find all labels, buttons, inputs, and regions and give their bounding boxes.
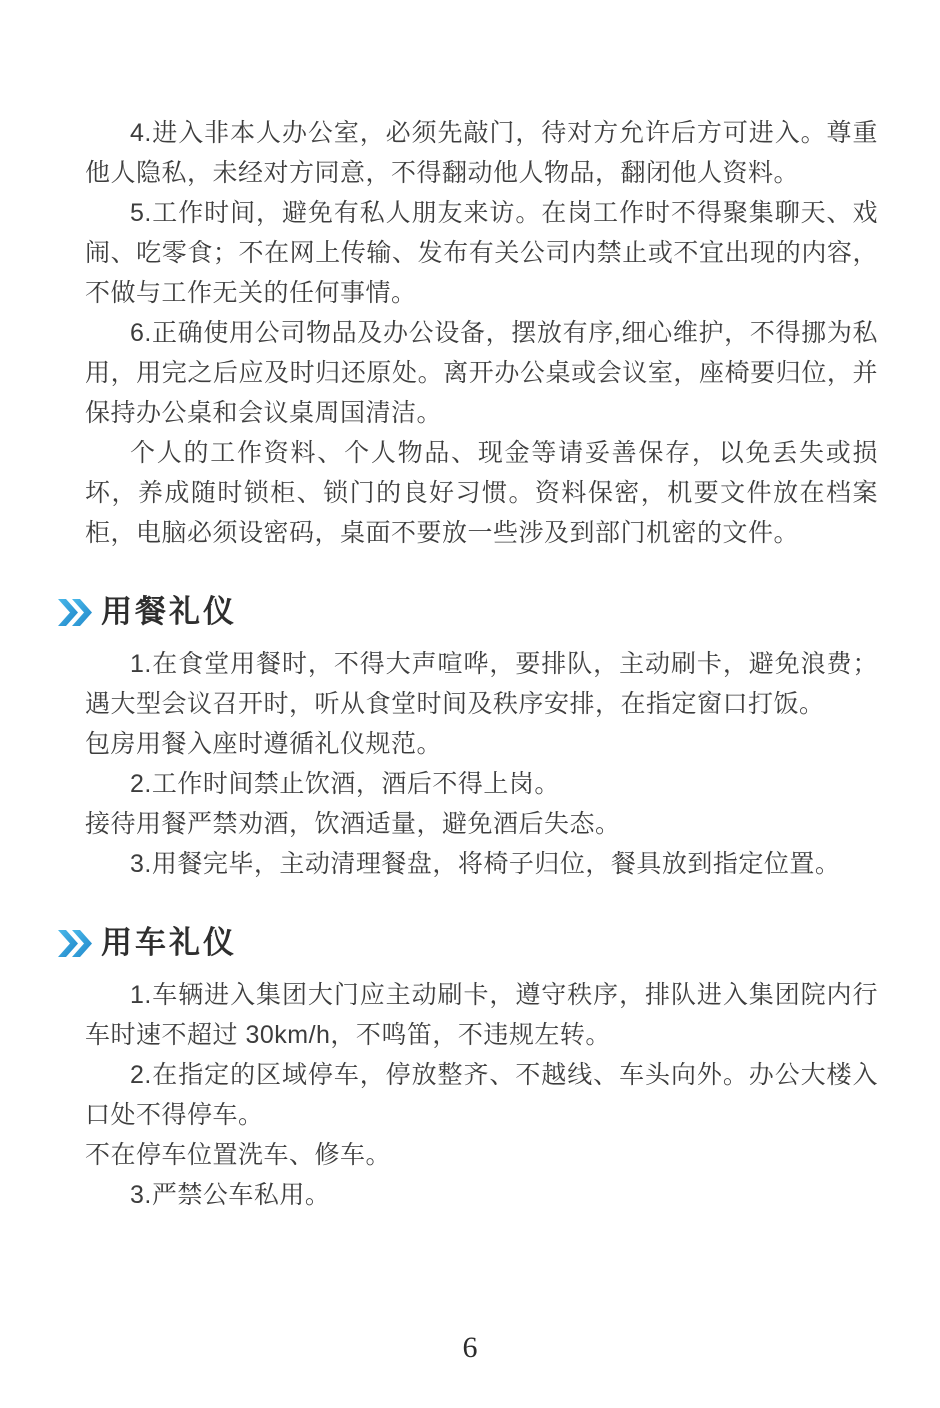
double-chevron-icon: [58, 599, 92, 626]
paragraph-dining-private-room: 包房用餐入座时遵循礼仪规范。: [85, 730, 443, 758]
section-header-vehicle: [58, 926, 878, 960]
paragraph-dining-3: 3.用餐完毕，主动清理餐盘，将椅子归位，餐具放到指定位置。: [130, 850, 841, 878]
paragraph-vehicle-2: 2.在指定的区域停车，停放整齐、不越线、车头向外。办公大楼入口处不得停车。: [85, 1061, 878, 1129]
page-number: 6: [462, 1331, 478, 1364]
paragraph-rule-6: 6.正确使用公司物品及办公设备，摆放有序,细心维护，不得挪为私用，用完之后应及时归还原处。离开办公桌或会议室，座椅要归位，并保持办公桌和会议桌周国清洁。: [85, 319, 878, 427]
page-footer: [0, 1331, 940, 1365]
vehicle-section: [85, 975, 878, 1215]
paragraph-dining-1: 1.在食堂用餐时，不得大声喧哗，要排队，主动刷卡，避免浪费；遇大型会议召开时，听从食堂时间及秩序安排，在指定窗口打饭。: [85, 650, 878, 718]
section-title-vehicle: 用车礼仪: [101, 925, 237, 960]
section-title-dining: 用餐礼仪: [101, 594, 237, 629]
paragraph-dining-reception: 接待用餐严禁劝酒，饮酒适量，避免酒后失态。: [85, 810, 621, 838]
paragraph-dining-2: 2.工作时间禁止饮酒，酒后不得上岗。: [130, 770, 560, 798]
double-chevron-icon: [58, 930, 92, 957]
intro-section: [85, 113, 878, 553]
dining-section: [85, 644, 878, 884]
paragraph-vehicle-1: 1.车辆进入集团大门应主动刷卡，遵守秩序，排队进入集团院内行车时速不超过 30km/h，不鸣笛，不违规左转。: [85, 981, 878, 1049]
paragraph-personal-items: 个人的工作资料、个人物品、现金等请妥善保存，以免丢失或损坏，养成随时锁柜、锁门的良好习惯。资料保密，机要文件放在档案柜，电脑必须设密码，桌面不要放一些涉及到部门机密的文件。: [85, 439, 878, 547]
paragraph-rule-5: 5.工作时间，避免有私人朋友来访。在岗工作时不得聚集聊天、戏闹、吃零食；不在网上传输、发布有关公司内禁止或不宜出现的内容，不做与工作无关的任何事情。: [85, 199, 878, 307]
paragraph-rule-4: 4.进入非本人办公室，必须先敲门，待对方允许后方可进入。尊重他人隐私，未经对方同意，不得翻动他人物品，翻闭他人资料。: [85, 119, 878, 187]
paragraph-vehicle-3: 3.严禁公车私用。: [130, 1181, 331, 1209]
section-header-dining: [58, 595, 878, 629]
paragraph-vehicle-no-washing: 不在停车位置洗车、修车。: [85, 1141, 392, 1169]
